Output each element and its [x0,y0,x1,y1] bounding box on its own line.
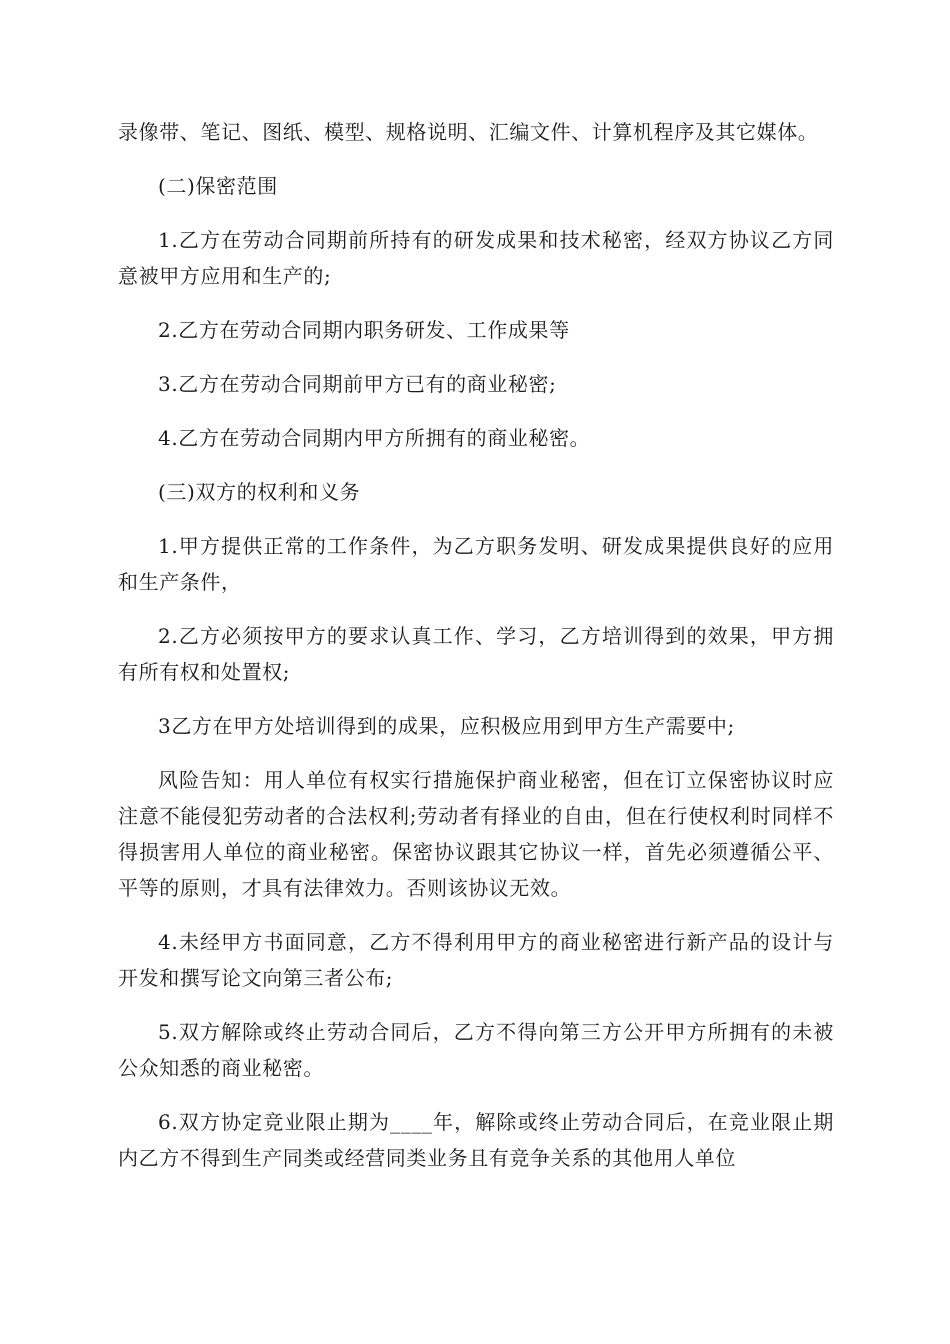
paragraph-scope-item-1: 1.乙方在劳动合同期前所持有的研发成果和技术秘密，经双方协议乙方同意被甲方应用和生产的; [118,228,834,288]
paragraph-media-continuation: 录像带、笔记、图纸、模型、规格说明、汇编文件、计算机程序及其它媒体。 [118,120,819,144]
paragraph-rights-item-5: 5.双方解除或终止劳动合同后，乙方不得向第三方公开甲方所拥有的未被公众知悉的商业秘密。 [118,1020,834,1080]
paragraph-rights-item-2: 2.乙方必须按甲方的要求认真工作、学习，乙方培训得到的效果，甲方拥有所有权和处置权; [118,624,834,684]
paragraph-scope-item-3: 3.乙方在劳动合同期前甲方已有的商业秘密; [158,372,557,396]
paragraph-risk-notice: 风险告知：用人单位有权实行措施保护商业秘密，但在订立保密协议时应注意不能侵犯劳动者的合法权利;劳动者有择业的自由，但在行使权利时同样不得损害用人单位的商业秘密。保密协议跟其它协议一样，首先必须遵循公平、平等的原则，才具有法律效力。否则该协议无效。 [118,768,834,900]
paragraph-rights-item-6: 6.双方协定竞业限止期为____年，解除或终止劳动合同后，在竞业限止期内乙方不得到生产同类或经营同类业务且有竞争关系的其他用人单位 [118,1110,834,1170]
section-heading-scope: (二)保密范围 [158,174,278,198]
section-heading-rights: (三)双方的权利和义务 [158,480,361,504]
paragraph-rights-item-3: 3乙方在甲方处培训得到的成果，应积极应用到甲方生产需要中; [158,714,735,738]
paragraph-rights-item-4: 4.未经甲方书面同意，乙方不得利用甲方的商业秘密进行新产品的设计与开发和撰写论文向第三者公布; [118,930,834,990]
paragraph-scope-item-2: 2.乙方在劳动合同期内职务研发、工作成果等 [158,318,570,342]
paragraph-scope-item-4: 4.乙方在劳动合同期内甲方所拥有的商业秘密。 [158,426,591,450]
document-body [118,114,834,1194]
paragraph-rights-item-1: 1.甲方提供正常的工作条件，为乙方职务发明、研发成果提供良好的应用和生产条件， [118,534,834,594]
